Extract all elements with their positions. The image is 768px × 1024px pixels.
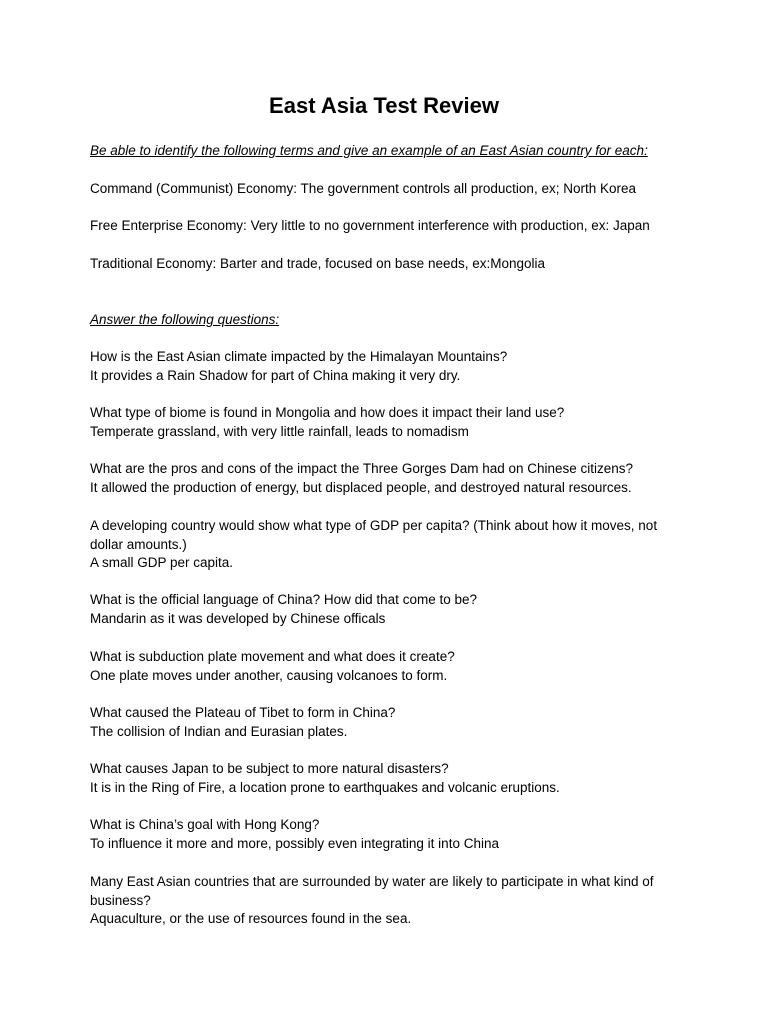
answer-5: Mandarin as it was developed by Chinese officals [90, 611, 386, 626]
question-7: What caused the Plateau of Tibet to form in China? [90, 705, 396, 720]
question-5: What is the official language of China? How did that come to be? [90, 592, 477, 607]
question-4: A developing country would show what type of GDP per capita? (Think about how it moves, not dollar amounts.) [90, 518, 658, 552]
question-10: Many East Asian countries that are surrounded by water are likely to participate in what kind of business? [90, 874, 654, 908]
section-heading-terms: Be able to identify the following terms and give an example of an East Asian country for each: [90, 143, 648, 158]
answer-10: Aquaculture, or the use of resources found in the sea. [90, 911, 412, 926]
term-command-economy: Command (Communist) Economy: The government controls all production, ex; North Korea [90, 181, 636, 196]
question-8: What causes Japan to be subject to more natural disasters? [90, 761, 449, 776]
answer-9: To influence it more and more, possibly even integrating it into China [90, 836, 499, 851]
answer-3: It allowed the production of energy, but displaced people, and destroyed natural resources. [90, 480, 632, 495]
question-1: How is the East Asian climate impacted by the Himalayan Mountains? [90, 349, 508, 364]
section-heading-questions: Answer the following questions: [90, 312, 280, 327]
answer-4: A small GDP per capita. [90, 555, 234, 570]
answer-1: It provides a Rain Shadow for part of China making it very dry. [90, 368, 461, 383]
answer-8: It is in the Ring of Fire, a location prone to earthquakes and volcanic eruptions. [90, 780, 560, 795]
question-2: What type of biome is found in Mongolia and how does it impact their land use? [90, 405, 565, 420]
answer-2: Temperate grassland, with very little rainfall, leads to nomadism [90, 424, 469, 439]
question-3: What are the pros and cons of the impact the Three Gorges Dam had on Chinese citizens? [90, 461, 634, 476]
question-9: What is China’s goal with Hong Kong? [90, 817, 320, 832]
answer-7: The collision of Indian and Eurasian plates. [90, 724, 348, 739]
term-traditional-economy: Traditional Economy: Barter and trade, focused on base needs, ex:Mongolia [90, 256, 546, 271]
answer-6: One plate moves under another, causing volcanoes to form. [90, 668, 448, 683]
document-title: East Asia Test Review [269, 93, 499, 118]
term-free-enterprise-economy: Free Enterprise Economy: Very little to no government interference with production, ex: Japan [90, 218, 650, 233]
question-6: What is subduction plate movement and what does it create? [90, 649, 455, 664]
